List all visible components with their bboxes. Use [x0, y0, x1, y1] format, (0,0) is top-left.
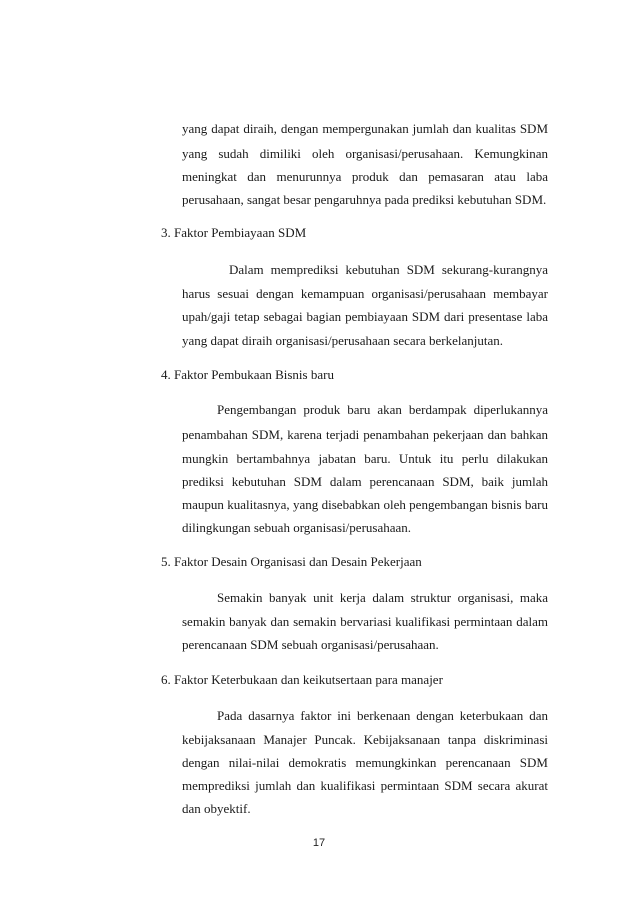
text-line: Dalam memprediksi kebutuhan SDM sekurang-kurangnya: [229, 262, 548, 277]
text-line: Semakin banyak unit kerja dalam struktur organisasi, maka: [217, 590, 548, 605]
text-line: yang sudah dimiliki oleh organisasi/perusahaan. Kemungkinan: [182, 146, 548, 161]
text-line: penambahan SDM, karena terjadi penambahan pekerjaan dan bahkan: [182, 427, 548, 442]
text-line: dengan nilai-nilai demokratis memungkinkan perencanaan SDM: [182, 755, 548, 770]
text-line: perusahaan, sangat besar pengaruhnya pada prediksi kebutuhan SDM.: [182, 192, 547, 207]
section-heading: 4. Faktor Pembukaan Bisnis baru: [161, 367, 334, 382]
text-line: dan obyektif.: [182, 801, 251, 816]
text-line: yang dapat diraih, dengan mempergunakan jumlah dan kualitas SDM: [182, 121, 548, 136]
text-line: meningkat dan menurunnya produk dan pemasaran atau laba: [182, 169, 548, 184]
page-number: 17: [312, 837, 326, 849]
text-line: dilingkungan sebuah organisasi/perusahaan.: [182, 520, 412, 535]
text-line: perencanaan SDM sebuah organisasi/perusahaan.: [182, 637, 439, 652]
text-line: yang dapat diraih organisasi/perusahaan secara berkelanjutan.: [182, 333, 504, 348]
text-line: upah/gaji tetap sebagai bagian pembiayaan SDM dari presentase laba: [182, 309, 548, 324]
text-line: maupun kualitasnya, yang disebabkan oleh pengembangan bisnis baru: [182, 497, 548, 512]
text-line: Pada dasarnya faktor ini berkenaan dengan keterbukaan dan: [217, 708, 548, 723]
text-line: harus sesuai dengan kemampuan organisasi/perusahaan membayar: [182, 286, 548, 301]
text-line: prediksi kebutuhan SDM dalam perencanaan SDM, baik jumlah: [182, 474, 548, 489]
section-heading: 5. Faktor Desain Organisasi dan Desain Pekerjaan: [161, 554, 422, 569]
section-heading: 3. Faktor Pembiayaan SDM: [161, 225, 307, 240]
text-line: Pengembangan produk baru akan berdampak diperlukannya: [217, 402, 548, 417]
section-heading: 6. Faktor Keterbukaan dan keikutsertaan para manajer: [161, 672, 443, 687]
text-line: mungkin bertambahnya jabatan baru. Untuk itu perlu dilakukan: [182, 451, 548, 466]
text-line: memprediksi jumlah dan kualifikasi permintaan SDM secara akurat: [182, 778, 548, 793]
text-line: kebijaksanaan Manajer Puncak. Kebijaksanaan tanpa diskriminasi: [182, 732, 548, 747]
text-line: semakin banyak dan semakin bervariasi kualifikasi permintaan dalam: [182, 614, 548, 629]
